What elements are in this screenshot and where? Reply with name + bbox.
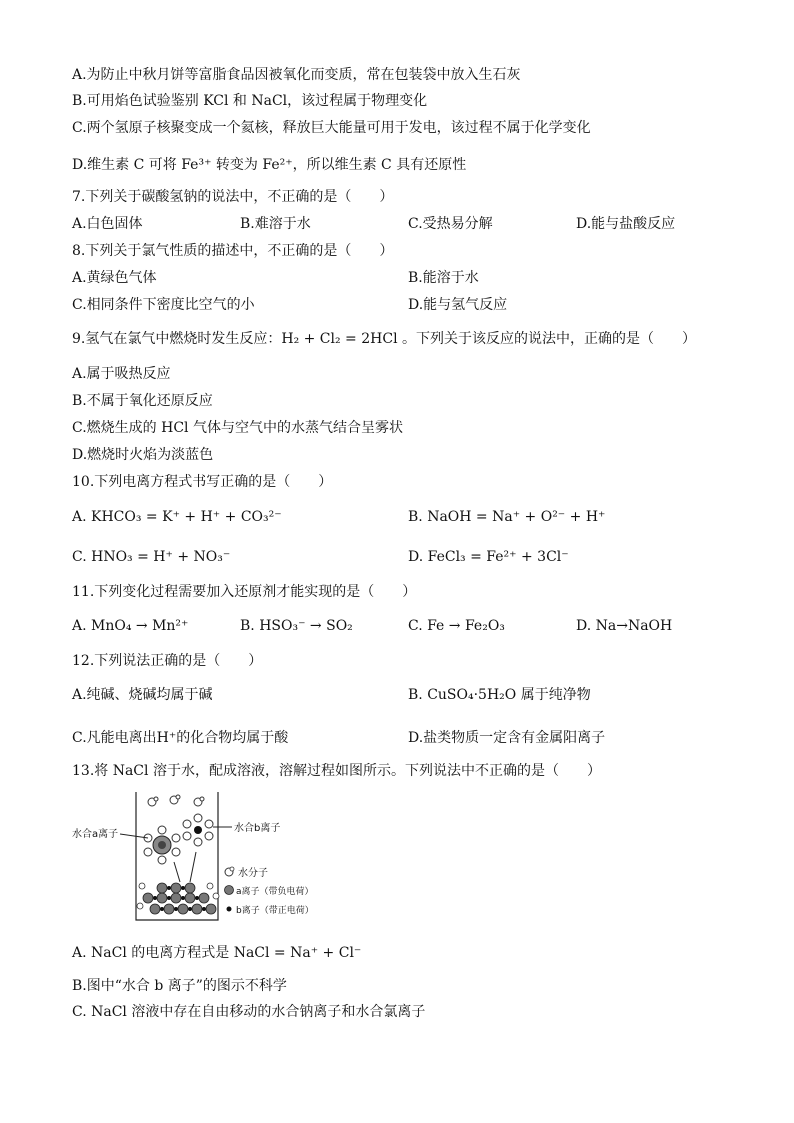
q12-option-c: C.凡能电离出H⁺的化合物均属于酸 [72, 730, 289, 746]
q9-option-a: A.属于吸热反应 [72, 366, 171, 382]
q10-option-c: C. HNO₃ = H⁺ + NO₃⁻ [72, 549, 231, 565]
q12-option-d: D.盐类物质一定含有金属阳离子 [408, 730, 606, 746]
hydrated-b-ion [183, 814, 213, 846]
nacl-dissolution-figure [70, 790, 370, 930]
q11-option-d: D. Na→NaOH [576, 618, 673, 634]
label-hydrated-a: 水合a离子 [72, 829, 119, 840]
nacl-crystal [137, 883, 219, 914]
q11-option-b: B. HSO₃⁻ → SO₂ [240, 618, 353, 634]
q13-option-a: A. NaCl 的电离方程式是 NaCl = Na⁺ + Cl⁻ [72, 945, 362, 961]
legend-b-ion: b离子（带正电荷） [236, 906, 314, 916]
q6-option-a: A.为防止中秋月饼等富脂食品因被氧化而变质，常在包装袋中放入生石灰 [72, 67, 521, 83]
q10-option-d: D. FeCl₃ = Fe²⁺ + 3Cl⁻ [408, 549, 569, 565]
q8-option-a: A.黄绿色气体 [72, 270, 157, 286]
q12-option-b: B. CuSO₄·5H₂O 属于纯净物 [408, 687, 591, 703]
q13-stem: 13.将 NaCl 溶于水，配成溶液，溶解过程如图所示。下列说法中不正确的是（ ） [72, 763, 601, 779]
hydrated-a-ion [144, 826, 180, 864]
q13-option-c: C. NaCl 溶液中存在自由移动的水合钠离子和水合氯离子 [72, 1004, 426, 1020]
q11-option-a: A. MnO₄ → Mn²⁺ [72, 618, 189, 634]
q6-option-d: D.维生素 C 可将 Fe³⁺ 转变为 Fe²⁺，所以维生素 C 具有还原性 [72, 157, 467, 173]
q8-option-b: B.能溶于水 [408, 270, 479, 286]
q8-option-d: D.能与氢气反应 [408, 297, 508, 313]
q9-option-c: C.燃烧生成的 HCl 气体与空气中的水蒸气结合呈雾状 [72, 420, 403, 436]
q12-stem: 12.下列说法正确的是（ ） [72, 653, 263, 669]
q6-option-b: B.可用焰色试验鉴别 KCl 和 NaCl，该过程属于物理变化 [72, 93, 428, 109]
q9-stem: 9.氢气在氯气中燃烧时发生反应：H₂ + Cl₂ = 2HCl 。下列关于该反应的说法中，正确的是（ ） [72, 331, 696, 347]
water-molecules [148, 795, 204, 806]
q7-option-a: A.白色固体 [72, 216, 143, 232]
q7-stem: 7.下列关于碳酸氢钠的说法中，不正确的是（ ） [72, 189, 394, 205]
label-hydrated-b: 水合b离子 [234, 823, 281, 834]
q8-option-c: C.相同条件下密度比空气的小 [72, 297, 255, 313]
q6-option-c: C.两个氢原子核聚变成一个氦核，释放巨大能量可用于发电，该过程不属于化学变化 [72, 120, 591, 136]
q10-option-b: B. NaOH = Na⁺ + O²⁻ + H⁺ [408, 509, 606, 525]
q11-option-c: C. Fe → Fe₂O₃ [408, 618, 505, 634]
q13-option-b: B.图中“水合 b 离子”的图示不科学 [72, 978, 287, 994]
q9-option-d: D.燃烧时火焰为淡蓝色 [72, 447, 214, 463]
q9-option-b: B.不属于氧化还原反应 [72, 393, 213, 409]
q8-stem: 8.下列关于氯气性质的描述中，不正确的是（ ） [72, 243, 394, 259]
q12-option-a: A.纯碱、烧碱均属于碱 [72, 687, 213, 703]
q10-stem: 10.下列电离方程式书写正确的是（ ） [72, 474, 333, 490]
q7-option-c: C.受热易分解 [408, 216, 493, 232]
legend [225, 866, 314, 916]
q7-option-b: B.难溶于水 [240, 216, 311, 232]
legend-a-ion: a离子（带负电荷） [236, 887, 314, 897]
q10-option-a: A. KHCO₃ = K⁺ + H⁺ + CO₃²⁻ [72, 509, 282, 525]
legend-water: 水分子 [238, 868, 268, 879]
q11-stem: 11.下列变化过程需要加入还原剂才能实现的是（ ） [72, 584, 417, 600]
q7-option-d: D.能与盐酸反应 [576, 216, 676, 232]
